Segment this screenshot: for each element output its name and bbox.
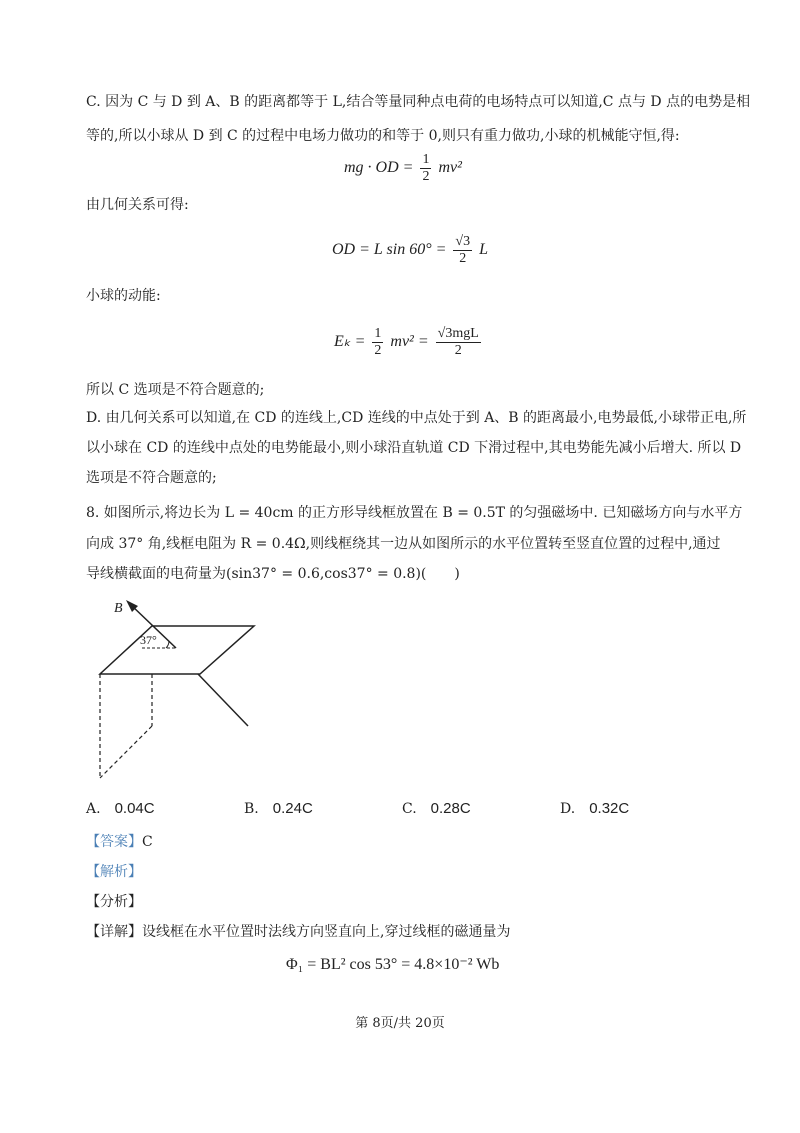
para-d-line-1: D. 由几何关系可以知道,在 CD 的连线上,CD 连线的中点处于到 A、B 的距离最小,电势最低,小球带正电,所 <box>86 410 747 426</box>
option-b-value: 0.24C <box>272 800 313 817</box>
eq3-den2: 2 <box>454 343 462 358</box>
eq1-den: 2 <box>422 169 430 184</box>
text-kinetic: 小球的动能: <box>86 288 161 304</box>
equation-flux: Φ₁ = BL² cos 53° = 4.8×10⁻² Wb <box>286 956 500 973</box>
option-c[interactable] <box>402 798 471 818</box>
text-c-conclusion: 所以 C 选项是不符合题意的; <box>86 382 265 398</box>
eq1-num: 1 <box>422 152 430 167</box>
option-d[interactable] <box>560 798 629 818</box>
eq3-left: Eₖ = <box>334 333 366 351</box>
equation-energy <box>344 152 462 185</box>
eq3-num2: √3mgL <box>437 326 479 341</box>
eq3-mid: mv² = <box>390 333 429 351</box>
answer-tag: 【答案】 <box>86 834 142 850</box>
question-8-line-2: 向成 37° 角,线框电阻为 R = 0.4Ω,则线框绕其一边从如图所示的水平位置转至竖直位置的过程中,通过 <box>86 536 721 552</box>
eq2-num: √3 <box>455 234 471 249</box>
para-d-line-2: 以小球在 CD 的连线中点处的电势能最小,则小球沿直轨道 CD 下滑过程中,其电势能先减小后增大. 所以 D <box>86 440 742 456</box>
option-a-value: 0.04C <box>114 800 155 817</box>
angle-arc <box>166 641 169 648</box>
option-d-key: D. <box>560 801 576 817</box>
page-footer: 第 8页/共 20页 <box>355 1016 445 1031</box>
analysis-tag: 【解析】 <box>86 864 142 880</box>
option-c-value: 0.28C <box>430 800 471 817</box>
square-frame-horizontal <box>100 626 254 674</box>
para-d-line-3: 选项是不符合题意的; <box>86 470 217 486</box>
detail-text: 设线框在水平位置时法线方向竖直向上,穿过线框的磁通量为 <box>142 924 511 940</box>
answer-value: C <box>142 834 153 850</box>
para-c-line-2: 等的,所以小球从 D 到 C 的过程中电场力做功的和等于 0,则只有重力做功,小球的机械能守恒,得: <box>86 128 680 144</box>
option-b[interactable] <box>244 798 313 818</box>
detail-tag: 【详解】 <box>86 924 142 940</box>
eq2-fraction <box>453 234 472 267</box>
eq3-num1: 1 <box>374 326 382 341</box>
eq3-fraction-2 <box>436 326 481 359</box>
option-c-key: C. <box>402 801 417 817</box>
eq3-fraction-1 <box>372 326 383 359</box>
para-c-line-1: C. 因为 C 与 D 到 A、B 的距离都等于 L,结合等量同种点电荷的电场特点可以知道,C 点与 D 点的电势是相 <box>86 94 751 110</box>
analysis-line <box>86 862 726 882</box>
eq1-right: mv² <box>438 159 462 177</box>
label-b: B <box>114 601 123 616</box>
option-a[interactable] <box>86 798 155 818</box>
option-b-key: B. <box>244 801 259 817</box>
option-a-key: A. <box>86 801 101 817</box>
equation-od <box>332 234 488 267</box>
text-geometry: 由几何关系可得: <box>86 197 189 213</box>
eq3-den1: 2 <box>374 343 382 358</box>
wire-frame-figure <box>90 598 270 788</box>
eq1-fraction <box>420 152 431 185</box>
eq1-left: mg · OD = <box>344 159 414 177</box>
vertical-frame-bottom <box>100 726 152 778</box>
fenxi-line <box>86 892 726 912</box>
eq2-den: 2 <box>459 251 467 266</box>
question-8-line-1: 8. 如图所示,将边长为 L = 40cm 的正方形导线框放置在 B = 0.5T 的匀强磁场中. 已知磁场方向与水平方 <box>86 505 743 521</box>
eq2-left: OD = L sin 60° = <box>332 241 447 259</box>
normal-line <box>198 674 248 726</box>
label-angle: 37° <box>140 633 157 647</box>
answer-line <box>86 832 726 852</box>
detail-line <box>86 922 726 942</box>
option-d-value: 0.32C <box>589 800 630 817</box>
question-8-line-3: 导线横截面的电荷量为(sin37° = 0.6,cos37° = 0.8)( ) <box>86 566 460 582</box>
eq2-right: L <box>479 241 488 259</box>
fenxi-tag: 【分析】 <box>86 894 142 910</box>
equation-kinetic-energy <box>334 326 484 359</box>
